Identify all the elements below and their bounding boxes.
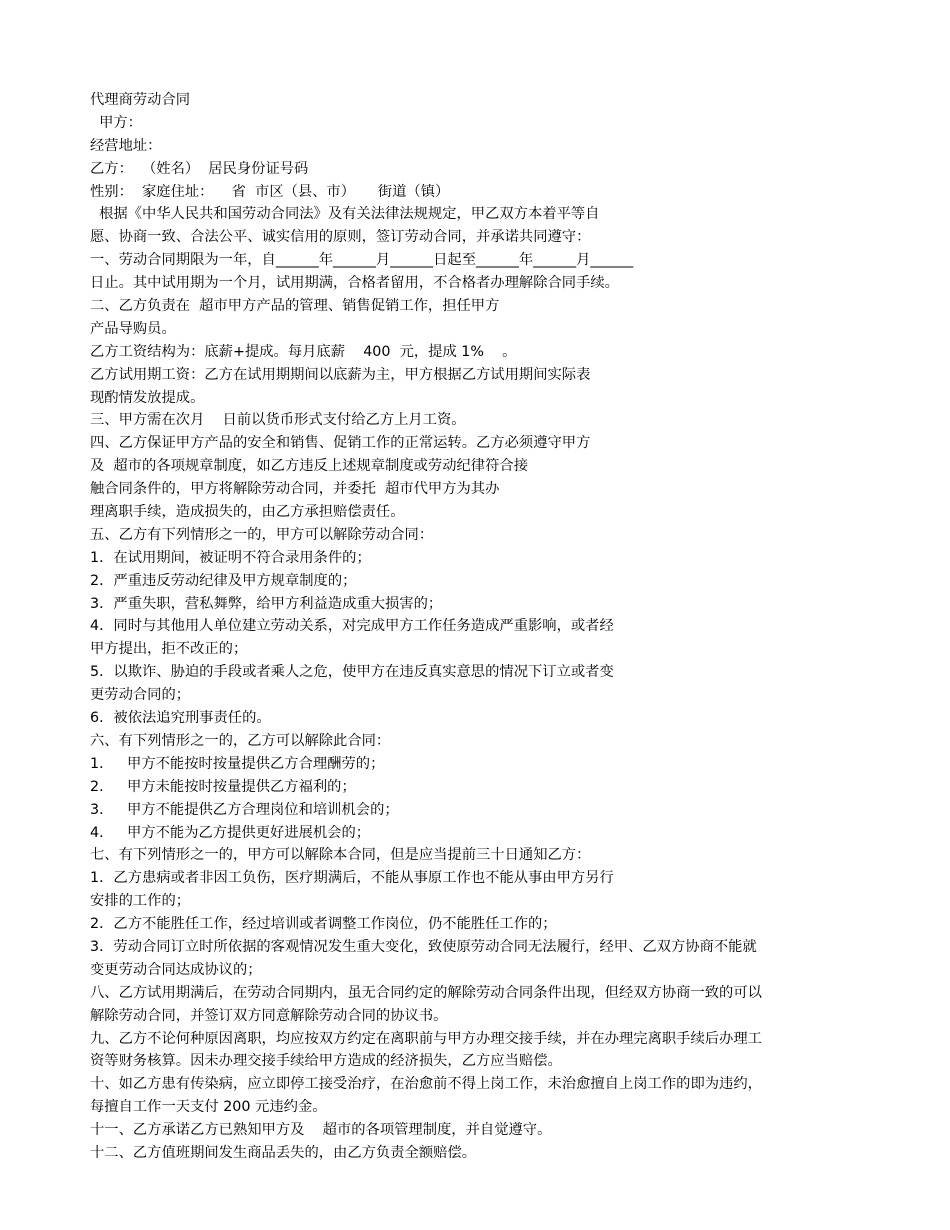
clause-11-line: 十一、乙方承诺乙方已熟知甲方及 超市的各项管理制度，并自觉遵守。: [90, 1122, 552, 1139]
business-address-line: 经营地址：: [90, 137, 162, 154]
clause-6-item-2: 2． 甲方未能按时按量提供乙方福利的；: [90, 778, 356, 795]
clause-1-line-2: 日止。其中试用期为一个月，试用期满，合格者留用，不合格者办理解除合同手续。: [90, 275, 619, 292]
clause-7-item-1-line-1: 1．乙方患病或者非因工负伤，医疗期满后，不能从事原工作也不能从事由甲方另行: [90, 870, 614, 887]
clause-5-item-1: 1．在试用期间，被证明不符合录用条件的；: [90, 549, 371, 566]
gender-address-line: 性别： 家庭住址： 省 市区（县、市） 街道（镇）: [90, 183, 450, 200]
clause-5-item-4-line-2: 甲方提出，拒不改正的；: [90, 641, 248, 658]
clause-2-line-1: 二、乙方负责在 超市甲方产品的管理、销售促销工作，担任甲方: [90, 298, 500, 315]
clause-5-item-2: 2．严重违反劳动纪律及甲方规章制度的；: [90, 572, 357, 589]
clause-7-item-1-line-2: 安排的工作的；: [90, 893, 191, 910]
clause-10-line-1: 十、如乙方患有传染病，应立即停工接受治疗，在治愈前不得上岗工作，未治愈擅自上岗工作的即为违约，: [90, 1076, 762, 1093]
clause-12-line: 十二、乙方值班期间发生商品丢失的，由乙方负责全额赔偿。: [90, 1144, 477, 1161]
preamble-line-1: 根据《中华人民共和国劳动合同法》及有关法律法规规定，甲乙双方本着平等自: [90, 206, 600, 223]
clause-8-line-2: 解除劳动合同，并签订双方同意解除劳动合同的协议书。: [90, 1007, 448, 1024]
clause-4-line-1: 四、乙方保证甲方产品的安全和销售、促销工作的正常运转。乙方必须遵守甲方: [90, 435, 591, 452]
clause-5-item-6: 6．被依法追究刑事责任的。: [90, 710, 271, 727]
document-title: 代理商劳动合同: [90, 92, 191, 108]
clause-1-line-1: 一、劳动合同期限为一年，自______年______月______日起至______年______月______: [90, 252, 634, 269]
clause-9-line-1: 九、乙方不论何种原因离职，均应按双方约定在离职前与甲方办理交接手续，并在办理完离职手续后办理工: [90, 1030, 762, 1047]
clause-6-item-1: 1． 甲方不能按时按量提供乙方合理酬劳的；: [90, 755, 385, 772]
clause-6-heading: 六、有下列情形之一的，乙方可以解除此合同：: [90, 732, 391, 749]
probation-salary-line-2: 现酌情发放提成。: [90, 389, 205, 406]
clause-3-line: 三、甲方需在次月 日前以货币形式支付给乙方上月工资。: [90, 412, 466, 429]
clause-9-line-2: 资等财务核算。因未办理交接手续给甲方造成的经济损失，乙方应当赔偿。: [90, 1053, 562, 1070]
clause-8-line-1: 八、乙方试用期满后，在劳动合同期内，虽无合同约定的解除劳动合同条件出现，但经双方协商一致的可以: [90, 984, 762, 1001]
clause-7-item-3-line-2: 变更劳动合同达成协议的；: [90, 961, 262, 978]
clause-5-item-5-line-2: 更劳动合同的；: [90, 687, 191, 704]
clause-4-line-3: 触合同条件的，甲方将解除劳动合同，并委托 超市代甲方为其办: [90, 481, 500, 498]
contract-document: [90, 89, 870, 1165]
clause-4-line-2: 及 超市的各项规章制度，如乙方违反上述规章制度或劳动纪律符合接: [90, 458, 528, 475]
clause-7-heading: 七、有下列情形之一的，甲方可以解除本合同，但是应当提前三十日通知乙方：: [90, 847, 591, 864]
clause-10-line-2: 每擅自工作一天支付 200 元违约金。: [90, 1099, 327, 1116]
clause-7-item-3-line-1: 3．劳动合同订立时所依据的客观情况发生重大变化，致使原劳动合同无法履行，经甲、乙双方协商不能就: [90, 938, 757, 955]
preamble-line-2: 愿、协商一致、合法公平、诚实信用的原则，签订劳动合同，并承诺共同遵守：: [90, 229, 591, 246]
clause-5-item-4-line-1: 4．同时与其他用人单位建立劳动关系，对完成甲方工作任务造成严重影响，或者经: [90, 618, 614, 635]
clause-6-item-4: 4． 甲方不能为乙方提供更好进展机会的；: [90, 824, 371, 841]
party-b-line: 乙方： （姓名） 居民身份证号码: [90, 160, 309, 177]
probation-salary-line-1: 乙方试用期工资：乙方在试用期期间以底薪为主，甲方根据乙方试用期间实际表: [90, 366, 591, 383]
clause-5-heading: 五、乙方有下列情形之一的，甲方可以解除劳动合同：: [90, 526, 434, 543]
clause-6-item-3: 3． 甲方不能提供乙方合理岗位和培训机会的；: [90, 801, 399, 818]
clause-7-item-2: 2．乙方不能胜任工作，经过培训或者调整工作岗位，仍不能胜任工作的；: [90, 916, 557, 933]
party-a-line: 甲方：: [90, 114, 142, 131]
clause-5-item-3: 3．严重失职，营私舞弊，给甲方利益造成重大损害的；: [90, 595, 443, 612]
clause-4-line-4: 理离职手续，造成损失的，由乙方承担赔偿责任。: [90, 504, 405, 521]
salary-structure-line: 乙方工资结构为：底薪+提成。每月底薪 400 元，提成 1% 。: [90, 343, 517, 360]
clause-2-line-2: 产品导购员。: [90, 320, 176, 337]
clause-5-item-5-line-1: 5．以欺诈、胁迫的手段或者乘人之危，使甲方在违反真实意思的情况下订立或者变: [90, 664, 614, 681]
